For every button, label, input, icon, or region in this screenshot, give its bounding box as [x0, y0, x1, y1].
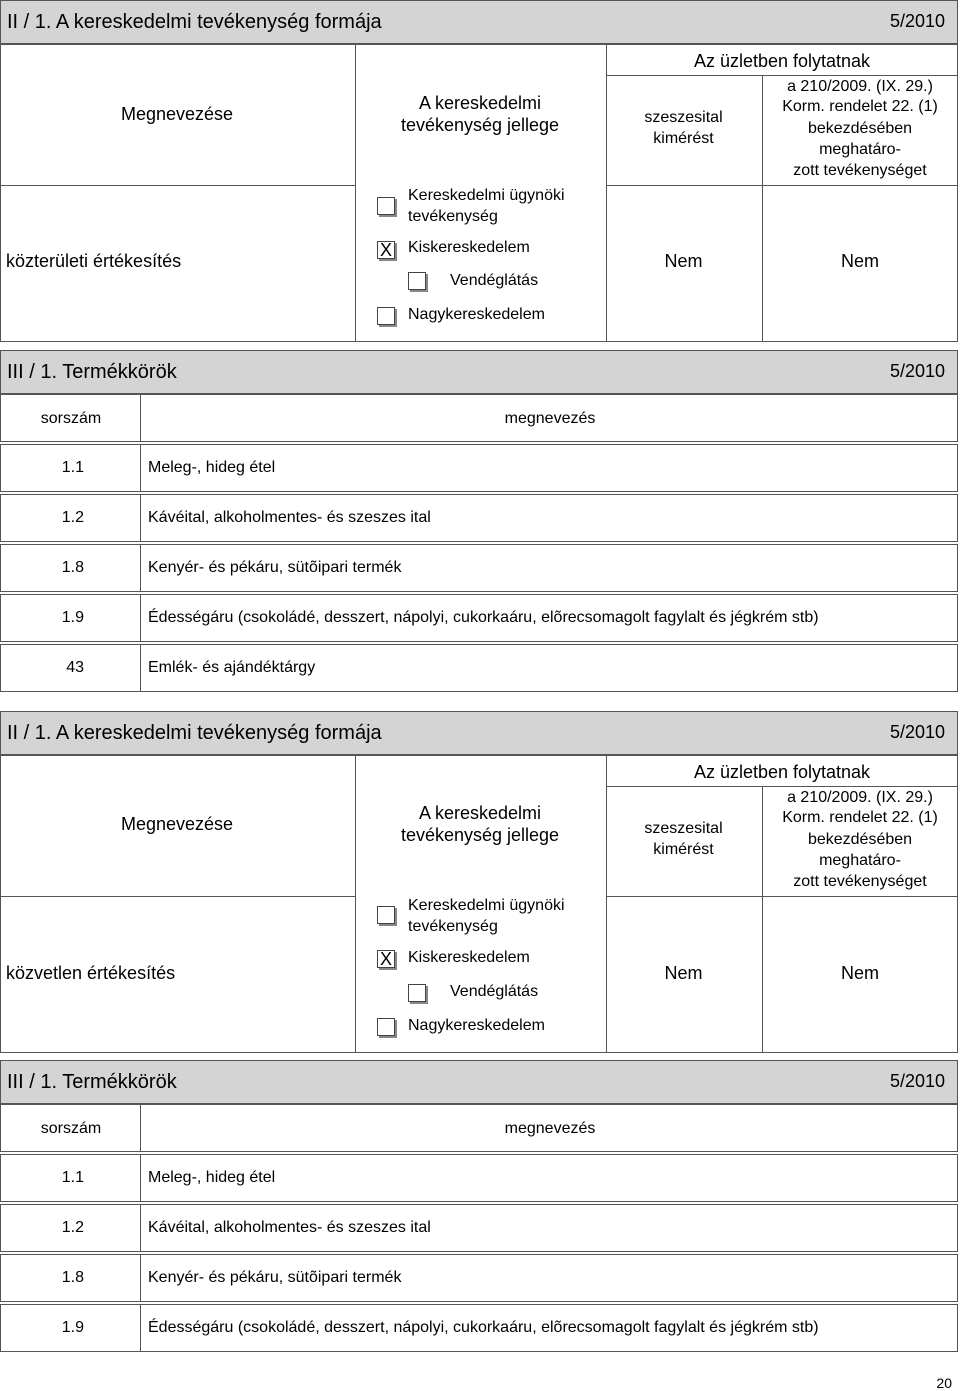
form-header-title: II / 1. A kereskedelmi tevékenység formája	[7, 11, 382, 33]
products-header	[0, 1060, 958, 1104]
col-megnevezes: megnevezés	[504, 1120, 596, 1137]
col-jelleg-2: tevékenység jellege	[400, 115, 560, 135]
col-uzletben: Az üzletben folytatnak	[693, 762, 871, 782]
col-sorszam: sorszám	[40, 410, 102, 427]
col-szeszesital-1: szeszesital	[644, 820, 723, 837]
checkbox-ugynoki[interactable]	[377, 197, 395, 215]
table-row: 1.1 Meleg-, hideg étel	[0, 1154, 958, 1202]
opt-vendeg: Vendéglátás	[450, 983, 539, 1000]
checkbox-vendeg[interactable]	[408, 272, 426, 290]
opt-kisker: Kiskereskedelem	[408, 239, 530, 256]
table-row: 43 Emlék- és ajándéktárgy	[0, 644, 958, 692]
table-row: 1.9 Édességáru (csokoládé, desszert, nápolyi, cukorkaáru, elõrecsomagolt fagylalt és jégkrém stb)	[0, 594, 958, 642]
val-szeszesital: Nem	[664, 251, 703, 271]
table-row: 1.8 Kenyér- és pékáru, sütõipari termék	[0, 544, 958, 592]
col-korm-5: zott tevékenységet	[793, 162, 927, 179]
val-korm: Nem	[840, 963, 879, 983]
products-header-title: III / 1. Termékkörök	[7, 361, 177, 383]
form-header-date: 5/2010	[889, 722, 945, 742]
checkbox-nagyker[interactable]	[377, 307, 395, 325]
col-jelleg-1: A kereskedelmi	[418, 93, 542, 113]
products-header-title: III / 1. Termékkörök	[7, 1071, 177, 1093]
opt-nagyker: Nagykereskedelem	[408, 306, 545, 323]
opt-vendeg: Vendéglátás	[450, 272, 539, 289]
row-name: közvetlen értékesítés	[6, 963, 176, 983]
col-korm-3: bekezdésében	[807, 120, 913, 137]
col-uzletben: Az üzletben folytatnak	[693, 51, 871, 71]
products-header-date: 5/2010	[889, 1071, 945, 1091]
checkbox-ugynoki[interactable]	[377, 906, 395, 924]
col-korm-3: bekezdésében	[807, 831, 913, 848]
col-korm-4: meghatáro-	[819, 852, 901, 869]
opt-kisker: Kiskereskedelem	[408, 949, 530, 966]
opt-ugynoki-1: Kereskedelmi ügynöki	[408, 187, 565, 204]
col-szeszesital-2: kimérést	[653, 130, 714, 147]
opt-nagyker: Nagykereskedelem	[408, 1017, 545, 1034]
table-row: 1.8 Kenyér- és pékáru, sütõipari termék	[0, 1254, 958, 1302]
checkbox-nagyker[interactable]	[377, 1018, 395, 1036]
col-szeszesital-1: szeszesital	[644, 109, 723, 126]
col-korm-1: a 210/2009. (IX. 29.)	[787, 789, 933, 806]
col-megnevezese: Megnevezése	[120, 814, 234, 834]
opt-ugynoki-2: tevékenység	[408, 918, 498, 935]
opt-ugynoki-1: Kereskedelmi ügynöki	[408, 897, 565, 914]
page-number: 20	[936, 1375, 952, 1391]
row-name: közterületi értékesítés	[6, 251, 182, 271]
checkbox-vendeg[interactable]	[408, 984, 426, 1002]
form-header-title: II / 1. A kereskedelmi tevékenység formája	[7, 722, 382, 744]
form-header	[0, 0, 958, 44]
val-szeszesital: Nem	[664, 963, 703, 983]
products-header-date: 5/2010	[889, 361, 945, 381]
col-jelleg-2: tevékenység jellege	[400, 825, 560, 845]
val-korm: Nem	[840, 251, 879, 271]
col-szeszesital-2: kimérést	[653, 841, 714, 858]
products-col-headers	[0, 394, 958, 442]
table-row: 1.9 Édességáru (csokoládé, desszert, nápolyi, cukorkaáru, elõrecsomagolt fagylalt és jégkrém stb)	[0, 1304, 958, 1352]
col-megnevezes: megnevezés	[504, 410, 596, 427]
col-korm-2: Korm. rendelet 22. (1)	[782, 809, 938, 826]
col-jelleg-1: A kereskedelmi	[418, 803, 542, 823]
products-col-headers	[0, 1104, 958, 1152]
col-korm-5: zott tevékenységet	[793, 873, 927, 890]
table-row: 1.2 Kávéital, alkoholmentes- és szeszes ital	[0, 1204, 958, 1252]
opt-ugynoki-2: tevékenység	[408, 208, 498, 225]
col-megnevezese: Megnevezése	[120, 104, 234, 124]
products-header	[0, 350, 958, 394]
col-sorszam: sorszám	[40, 1120, 102, 1137]
checkbox-kisker[interactable]: X	[377, 950, 395, 968]
checkbox-kisker[interactable]: X	[377, 241, 395, 259]
form-header-date: 5/2010	[889, 11, 945, 31]
col-korm-1: a 210/2009. (IX. 29.)	[787, 78, 933, 95]
table-row: 1.2 Kávéital, alkoholmentes- és szeszes ital	[0, 494, 958, 542]
col-korm-4: meghatáro-	[819, 141, 901, 158]
form-header	[0, 711, 958, 755]
col-korm-2: Korm. rendelet 22. (1)	[782, 98, 938, 115]
table-row: 1.1 Meleg-, hideg étel	[0, 444, 958, 492]
